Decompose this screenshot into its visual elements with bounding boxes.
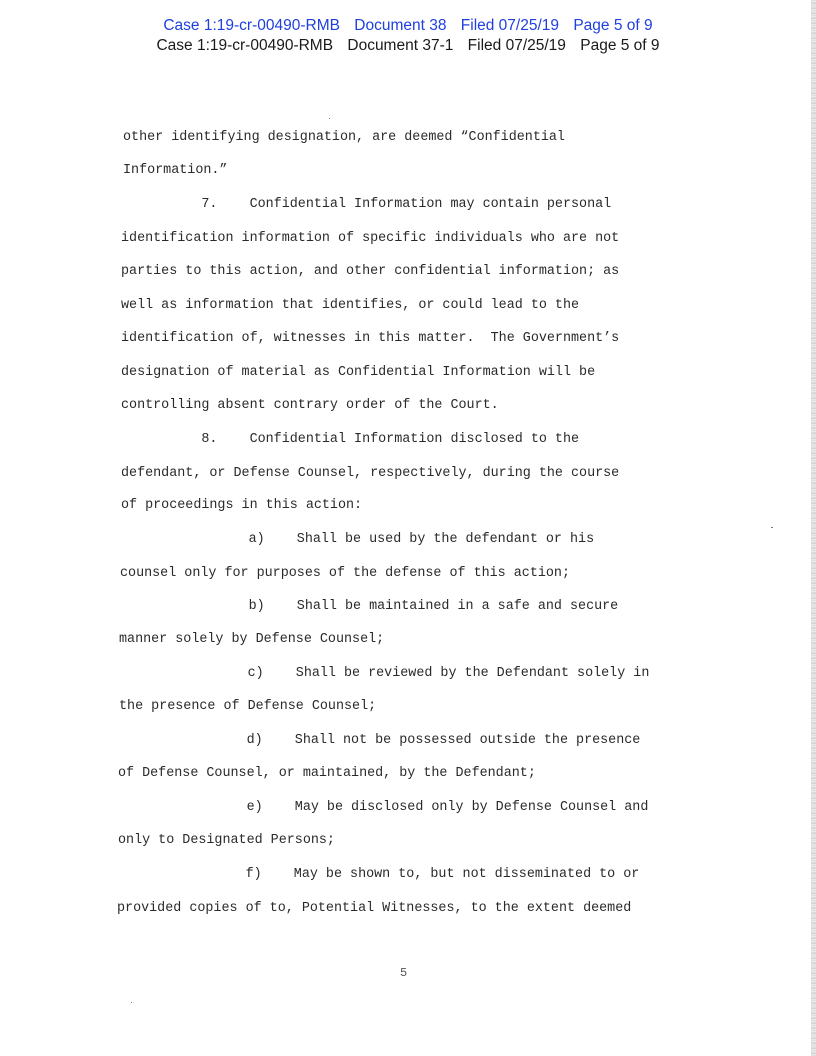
text-line: only to Designated Persons; (118, 833, 335, 848)
page-count: Page 5 of 9 (580, 37, 660, 54)
text-line: counsel only for purposes of the defense of this action; (120, 566, 570, 581)
ecf-stamp-header-original (0, 37, 816, 55)
scan-speck (329, 118, 330, 119)
filed-date: Filed 07/25/19 (467, 37, 566, 54)
text-line: the presence of Defense Counsel; (119, 699, 377, 714)
ecf-stamp-header-current (0, 17, 816, 35)
text-line: well as information that identifies, or could lead to the (121, 298, 580, 313)
text-line: of Defense Counsel, or maintained, by the Defendant; (118, 766, 536, 781)
filed-date: Filed 07/25/19 (460, 17, 560, 34)
text-line: b) Shall be maintained in a safe and secure (120, 599, 619, 614)
text-line: Information.” (123, 163, 228, 178)
text-line: defendant, or Defense Counsel, respectively, during the course (121, 466, 620, 481)
text-line: parties to this action, and other confidential information; as (121, 264, 620, 279)
case-number: Case 1:19-cr-00490-RMB (163, 17, 340, 34)
text-line: 8. Confidential Information disclosed to the (121, 432, 580, 447)
text-line: 7. Confidential Information may contain personal (121, 197, 612, 212)
page-count: Page 5 of 9 (573, 17, 653, 34)
document-number: Document 38 (354, 17, 447, 34)
text-line: d) Shall not be possessed outside the presence (118, 733, 641, 748)
text-line: identification of, witnesses in this matter. The Government’s (121, 331, 620, 346)
text-line: manner solely by Defense Counsel; (119, 632, 385, 647)
text-line: of proceedings in this action: (121, 498, 363, 513)
text-line: f) May be shown to, but not disseminated to or (117, 867, 640, 882)
text-line: designation of material as Confidential Information will be (121, 365, 596, 380)
case-number: Case 1:19-cr-00490-RMB (156, 37, 334, 54)
text-line: provided copies of to, Potential Witnesses, to the extent deemed (117, 901, 632, 916)
text-line: identification information of specific individuals who are not (121, 231, 620, 246)
text-line: other identifying designation, are deemed “Confidential (123, 130, 565, 145)
text-line: a) Shall be used by the defendant or his (120, 532, 595, 547)
page-number: 5 (400, 966, 408, 980)
document-number: Document 37-1 (347, 37, 454, 54)
text-line: controlling absent contrary order of the Court. (121, 398, 499, 413)
scan-edge-artifact (811, 0, 816, 1056)
text-line: e) May be disclosed only by Defense Counsel and (118, 800, 649, 815)
scan-speck (771, 527, 773, 528)
scan-speck (131, 1002, 132, 1003)
text-line: c) Shall be reviewed by the Defendant solely in (119, 666, 650, 681)
